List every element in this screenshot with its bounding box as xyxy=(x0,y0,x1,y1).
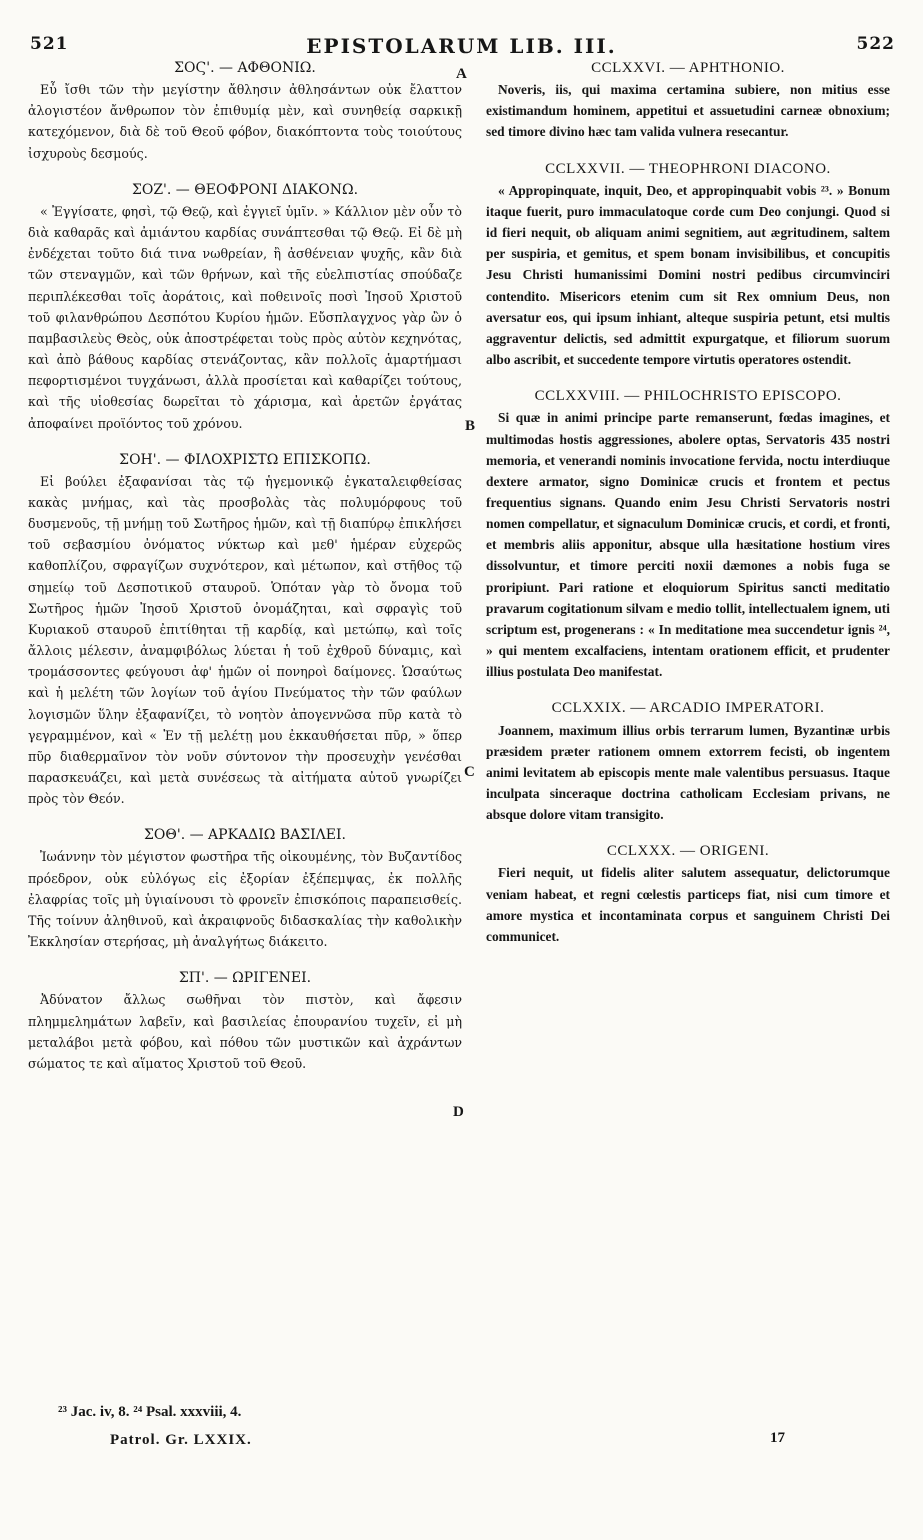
latin-letter-280 xyxy=(486,841,890,947)
letter-title: CCLXXVI. — APHTHONIO. xyxy=(591,60,785,76)
footnote-references: ²³ Jac. iv, 8. ²⁴ Psal. xxxviii, 4. xyxy=(58,1404,242,1420)
greek-column xyxy=(28,58,462,1090)
margin-letter-d: D xyxy=(453,1104,464,1120)
greek-letter-278 xyxy=(28,450,462,810)
latin-column xyxy=(486,58,890,963)
letter-text: Noveris, iis, qui maxima certamina subiere, non mitius esse existimandum hominem, appetitui et assuetudini carneæ obnoxium; sed timore divino hæc tam valida vulnera resecantur. xyxy=(486,82,890,140)
letter-text: « Appropinquate, inquit, Deo, et appropinquabit vobis ²³. » Bonum itaque fuerit, puro immaculatoque corde cum Deo conjungi. Quod si id fieri nequit, ob aliquam animi segnitiem, aut ægritudinem, saltem per suspiria, et gemitus, et spem bonam invisibilibus, et concupitis Jesu Christi humanissimi Domini nostri pedibus circumvinciri contendito. Misericors etenim cum sit Rex omnium Deus, non aversatur eos, qui ipsum inhiant, alteque suspiria petunt, etsi multis aggraventur delictis, sed admittit expurgatque, et filiorum suorum albo ascribit, et succedente tempore virtutis operatores ostendit. xyxy=(486,182,890,368)
running-title: EPISTOLARUM LIB. III. xyxy=(306,34,617,58)
letter-text: Εἰ βούλει ἐξαφανίσαι τὰς τῷ ἡγεμονικῷ ἐγκαταλειφθείσας κακὰς μνήμας, καὶ τὰς προσβολὰς τὰς πολυμόρφους τοῦ δυσμενοῦς, τῇ μνήμῃ τοῦ Σωτῆρος ἡμῶν, καὶ τῇ διαπύρῳ ἐπικλήσει τοῦ σεβασμίου ὀνόματος νύκτωρ καὶ μεθ' ἡμέραν εὐχερῶς καθοπλίζου, σφραγίζων συχνότερον, καὶ μέτωπον, καὶ στῆθος τῷ σημείῳ τοῦ Δεσποτικοῦ σταυροῦ. Ὁπόταν γὰρ τὸ ὄνομα τοῦ Σωτῆρος ἡμῶν Ἰησοῦ Χριστοῦ ὀνομάζηται, καὶ σφραγὶς τοῦ Κυριακοῦ σταυροῦ ἐπιτίθηται τῇ καρδίᾳ, καὶ μετώπῳ, καὶ τοῖς ἄλλοις μέλεσιν, ἀναμφιβόλως λύεται ἡ τοῦ ἐχθροῦ δύναμις, καὶ τρομάσσοντες φεύγουσι ἀφ' ἡμῶν οἱ πονηροὶ δαίμονες. Ὡσαύτως καὶ ἡ μελέτη τῶν λογίων τοῦ ἁγίου Πνεύματος τὴν τῶν φαύλων λογισμῶν ὕλην ἐξαφανίζει, τὸ νοητὸν ἀπογεννῶσα πῦρ κατὰ τὸ γεγραμμένον, καὶ « Ἐν τῇ μελέτῃ μου ἐκκαυθήσεται πῦρ, » ὅπερ πῦρ διαθερμαῖνον τὸν νοῦν σύντονον τὴν προσευχὴν γενέσθαι παρασκευάζει, καὶ μετὰ συνέσεως τὰ αἰτήματα αὐτοῦ γνωρίζει πρὸς τὸν Θεόν. xyxy=(28,473,462,807)
greek-letter-280 xyxy=(28,968,462,1074)
page-number-right: 522 xyxy=(856,34,895,54)
latin-letter-279 xyxy=(486,698,890,825)
source-line: Patrol. Gr. LXXIX. xyxy=(110,1432,252,1448)
letter-text: « Ἐγγίσατε, φησὶ, τῷ Θεῷ, καὶ ἐγγιεῖ ὑμῖν. » Κάλλιον μὲν οὖν τὸ διὰ καθαρᾶς καὶ ἀμιάντου καρδίας συνάπτεσθαι τῷ Θεῷ. Εἰ δὲ μὴ ἐνδέχεται τοῦτο διά τινα νωθρείαν, ἢ ἀσθένειαν ψυχῆς, κἂν διὰ τῶν στεναγμῶν, καὶ τῶν θρήνων, καὶ τῆς εὐελπιστίας σπούδαζε περιπλέκεσθαι τοῖς ἀοράτοις, καὶ ποθεινοῖς ποσὶ Ἰησοῦ Χριστοῦ τοῦ φιλανθρώπου Δεσπότου Κυρίου ἡμῶν. Εὔσπλαγχνος γὰρ ὢν ὁ παμβασιλεὺς Θεὸς, οὐκ ἀποστρέφεται τοὺς πρὸς αὐτὸν κεχηνότας, καὶ ἀπὸ βάθους καρδίας στενάζοντας, κἂν πολλοῖς ἁμαρτήμασι πεφορτισμένοι τυγχάνωσι, ἀλλὰ προσίεται καὶ καθαρίζει τούτους, καὶ τῆς υἱοθεσίας δωρεῖται τὸ χάρισμα, καὶ ἀρετῶν ἐργάτας ἀποφαίνει προϊόντος τοῦ χρόνου. xyxy=(28,203,462,431)
greek-letter-276 xyxy=(28,58,462,164)
letter-title: CCLXXVIII. — PHILOCHRISTO EPISCOPO. xyxy=(534,388,842,405)
letter-title: CCLXXX. — ORIGENI. xyxy=(606,843,770,860)
letter-title: ΣΟΖ'. — ΘΕΟΦΡΟΝΙ ΔΙΑΚΟΝΩ. xyxy=(131,181,359,198)
letter-title: ΣΟΗ'. — ΦΙΛΟΧΡΙΣΤΩ ΕΠΙΣΚΟΠΩ. xyxy=(119,451,371,468)
letter-title: ΣΟϚ'. — ΑΦΘΟΝΙΩ. xyxy=(174,60,316,76)
greek-letter-279 xyxy=(28,825,462,952)
greek-letter-277 xyxy=(28,180,462,434)
letter-title: ΣΟΘ'. — ΑΡΚΑΔΙΩ ΒΑΣΙΛΕΙ. xyxy=(144,827,346,844)
letter-title: CCLXXVII. — THEOPHRONI DIACONO. xyxy=(545,160,831,177)
margin-letter-b: B xyxy=(465,418,476,434)
signature-mark: 17 xyxy=(770,1430,785,1446)
letter-text: Εὖ ἴσθι τῶν τὴν μεγίστην ἄθλησιν ἀθλησάντων οὐκ ἔλαττον ἀλογιστέον ἄνθρωπον τὸν ἐπιθυμίᾳ μὲν, καὶ συνηθείᾳ σαρκικῇ κατεχόμενον, διὰ δὲ τοῦ Θεοῦ φόβον, διακόπτοντα τοὺς τοιούτους ἰσχυροὺς δεσμούς. xyxy=(28,82,462,161)
letter-text: Si quæ in animi principe parte remanserunt, fœdas imagines, et multimodas hostis aggressiones, abolere optas, Servatoris 435 nostri memoria, et venerandi nominis invocatione fervida, noctu interdiuque dextere armator, signo Dominicæ crucis et frontem et pectus frequentius signans. Quando enim Jesu Christi Servatoris nostri nomen compellatur, et signaculum Dominicæ crucis, et cordi, et fronti, et membris aliis apponitur, absque ulla hæsitatione hostium vires dissolvuntur, et timore perciti noxii dæmones a nobis fuga se proripiunt. Pari ratione et eloquiorum Spiritus sancti meditatio pravarum cogitationum silvam e medio tollit, intellectualem ignem, uti scriptum est, progenerans : « In meditatione mea succendetur ignis ²⁴, » qui mentem excalfaciens, intentam orationem efficit, et prudenter illius postulata Deo manifestat. xyxy=(486,410,890,680)
latin-letter-278 xyxy=(486,386,890,682)
margin-letter-c: C xyxy=(464,764,475,780)
letter-text: Ἀδύνατον ἄλλως σωθῆναι τὸν πιστὸν, καὶ ἄφεσιν πλημμελημάτων λαβεῖν, καὶ βασιλείας ἐπουρανίου τυχεῖν, εἰ μὴ μεταλάβοι μετὰ φόβου, καὶ πόθου τῶν μυστικῶν καὶ ἀχράντων σώματος τε καὶ αἵματος Χριστοῦ τοῦ Θεοῦ. xyxy=(28,992,462,1071)
latin-letter-276 xyxy=(486,58,890,143)
letter-title: ΣΠ'. — ΩΡΙΓΕΝΕΙ. xyxy=(178,970,312,987)
letter-text: Joannem, maximum illius orbis terrarum lumen, Byzantinæ urbis præsidem præter rationem omnem extorrem fecisti, ob ingentem animi levitatem ab episcopis mente male valentibus persuasus. Itaque inculpata sinceraque doctrina catholicam Ecclesiam privans, ne absque dolore vitam transigito. xyxy=(486,722,890,823)
letter-text: Fieri nequit, ut fidelis aliter salutem assequatur, delictorumque veniam habeat, et regni cœlestis particeps fiat, nisi cum timore et amore mystica et incontaminata corpus et sanguinem Christi Dei communicet. xyxy=(486,865,890,944)
page-number-left: 521 xyxy=(30,34,69,54)
letter-text: Ἰωάννην τὸν μέγιστον φωστῆρα τῆς οἰκουμένης, τὸν Βυζαντίδος πρόεδρον, οὐκ εὐλόγως εἰς ἐξορίαν ἐξέπεμψας, ἐκ πολλῆς ἐλαφρίας τοῖς μὴ ὑγιαίνουσι τὸ φρονεῖν ἐπισκόποις παραπεισθείς. Τῆς τοίνυν ἀληθινοῦ, καὶ ἀκραιφνοῦς διδασκαλίας τὴν καθολικὴν Ἐκκλησίαν στερήσας, μὴ ἀναλγήτως διάκειτο. xyxy=(28,849,462,950)
letter-title: CCLXXIX. — ARCADIO IMPERATORI. xyxy=(551,700,825,717)
margin-letter-a: A xyxy=(456,66,467,82)
latin-letter-277 xyxy=(486,159,890,371)
